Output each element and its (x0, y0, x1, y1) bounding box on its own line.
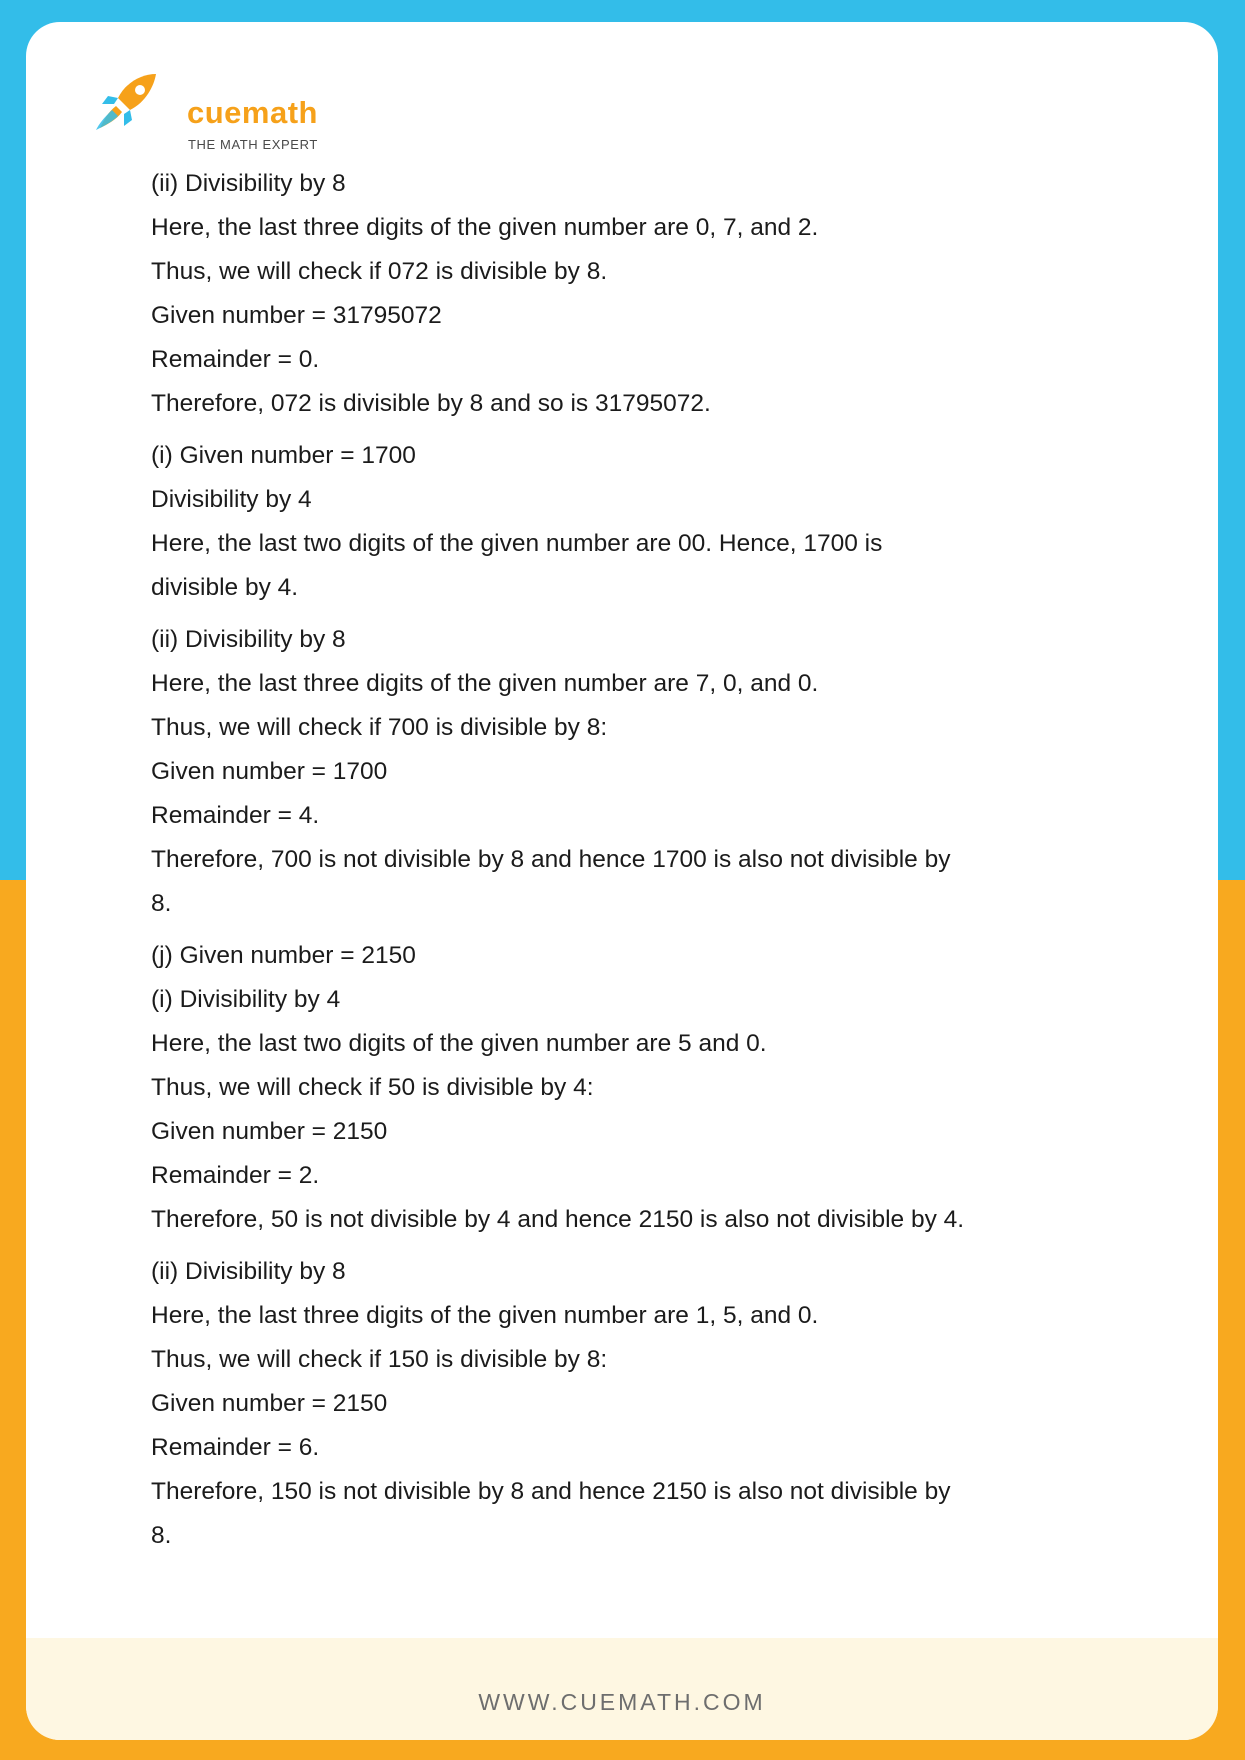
text-line: Thus, we will check if 700 is divisible by 8: (151, 714, 608, 741)
text-line: Therefore, 150 is not divisible by 8 and hence 2150 is also not divisible by (151, 1478, 951, 1505)
text-line: Thus, we will check if 150 is divisible by 8: (151, 1346, 608, 1373)
text-line: Here, the last three digits of the given number are 0, 7, and 2. (151, 214, 819, 241)
text-line: Given number = 1700 (151, 758, 388, 785)
text-line: Therefore, 50 is not divisible by 4 and hence 2150 is also not divisible by 4. (151, 1206, 965, 1233)
text-line: (j) Given number = 2150 (151, 942, 416, 969)
text-line: Given number = 31795072 (151, 302, 442, 329)
text-line: Remainder = 2. (151, 1162, 320, 1189)
text-line: (ii) Divisibility by 8 (151, 170, 346, 197)
text-line: 8. (151, 1522, 172, 1549)
solution-text (151, 162, 1131, 1558)
text-line: Here, the last two digits of the given number are 00. Hence, 1700 is (151, 530, 883, 557)
footer-website-link[interactable]: WWW.CUEMATH.COM (478, 1689, 766, 1715)
text-line: 8. (151, 890, 172, 917)
text-line: (i) Divisibility by 4 (151, 986, 341, 1013)
text-line: Here, the last three digits of the given number are 1, 5, and 0. (151, 1302, 819, 1329)
text-line: Thus, we will check if 072 is divisible by 8. (151, 258, 608, 285)
text-line: Here, the last two digits of the given number are 5 and 0. (151, 1030, 767, 1057)
rocket-icon (68, 60, 178, 140)
text-line: Therefore, 072 is divisible by 8 and so is 31795072. (151, 390, 711, 417)
text-line: Given number = 2150 (151, 1118, 388, 1145)
text-line: Thus, we will check if 50 is divisible by 4: (151, 1074, 594, 1101)
text-line: Remainder = 4. (151, 802, 320, 829)
brand-logo[interactable] (68, 60, 318, 152)
text-line: Therefore, 700 is not divisible by 8 and hence 1700 is also not divisible by (151, 846, 951, 873)
text-line: (i) Given number = 1700 (151, 442, 416, 469)
text-line: Divisibility by 4 (151, 486, 312, 513)
text-line: Remainder = 0. (151, 346, 320, 373)
footer (26, 1638, 1218, 1740)
document-page (26, 22, 1218, 1740)
text-line: Remainder = 6. (151, 1434, 320, 1461)
brand-name: cuemath (187, 95, 318, 130)
text-line: Here, the last three digits of the given number are 7, 0, and 0. (151, 670, 819, 697)
text-line: Given number = 2150 (151, 1390, 388, 1417)
text-line: (ii) Divisibility by 8 (151, 1258, 346, 1285)
text-line: (ii) Divisibility by 8 (151, 626, 346, 653)
text-line: divisible by 4. (151, 574, 299, 601)
brand-tagline: THE MATH EXPERT (188, 137, 318, 152)
